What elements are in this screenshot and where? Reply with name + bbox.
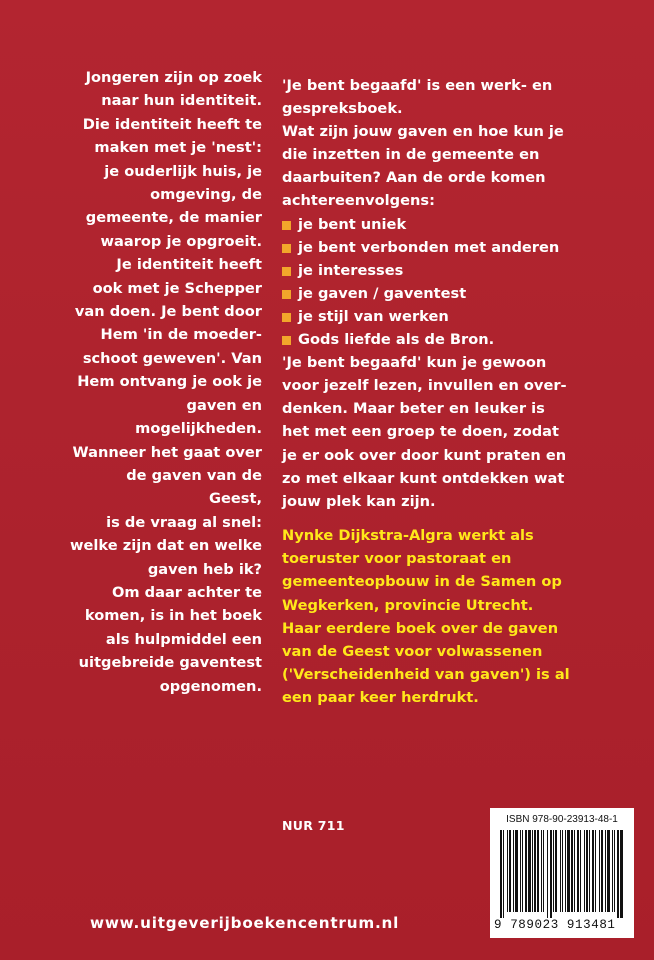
outro-line: het met een groep te doen, zodat xyxy=(282,423,559,441)
author-line: ('Verscheidenheid van gaven') is al xyxy=(282,666,570,684)
barcode-bar xyxy=(513,830,514,912)
left-line: Die identiteit heeft te xyxy=(82,115,262,133)
barcode-bar xyxy=(528,830,531,912)
barcode-bar xyxy=(612,830,613,912)
intro-line: die inzetten in de gemeente en xyxy=(282,146,540,164)
barcode-bar xyxy=(617,830,619,918)
barcode-bar xyxy=(520,830,521,912)
barcode-bar xyxy=(547,830,548,918)
bullet-square-icon xyxy=(282,267,291,276)
left-line: ook met je Schepper xyxy=(92,279,262,297)
author-line: Wegkerken, provincie Utrecht. xyxy=(282,596,534,614)
outro-line: jouw plek kan zijn. xyxy=(282,492,436,510)
barcode-bar xyxy=(580,830,581,912)
right-column-text xyxy=(282,74,582,513)
left-line: omgeving, de xyxy=(150,186,262,204)
barcode-bar xyxy=(614,830,615,912)
intro-line: gespreksboek. xyxy=(282,100,403,118)
left-line: Jongeren zijn op zoek xyxy=(85,69,262,86)
bullet-square-icon xyxy=(282,244,291,253)
left-line: van doen. Je bent door xyxy=(74,303,262,321)
barcode-bar xyxy=(560,830,561,912)
left-line: schoot geweven'. Van xyxy=(82,349,262,367)
left-line: Om daar achter te xyxy=(111,583,262,601)
barcode-bar xyxy=(500,830,502,918)
left-line: gemeente, de manier xyxy=(85,209,262,227)
left-line: gaven heb ik? xyxy=(147,560,262,578)
outro-line: je er ook over door kunt praten en xyxy=(282,446,567,464)
topic-list-item xyxy=(282,259,582,282)
intro-line: achtereenvolgens: xyxy=(282,192,435,210)
barcode-bar xyxy=(509,830,511,912)
topic-list-item xyxy=(282,213,582,236)
topic-label: je bent uniek xyxy=(298,215,407,233)
topic-label: je interesses xyxy=(298,261,404,279)
outro-line: zo met elkaar kunt ontdekken wat xyxy=(282,469,565,487)
barcode-bar xyxy=(605,830,606,912)
barcode-bar xyxy=(507,830,508,912)
intro-line: Wat zijn jouw gaven en hoe kun je xyxy=(282,123,564,141)
barcode-bar xyxy=(592,830,594,912)
left-line: waarop je opgroeit. xyxy=(100,232,262,250)
bullet-square-icon xyxy=(282,290,291,299)
author-bio xyxy=(282,524,572,710)
topic-label: je gaven / gaventest xyxy=(298,284,467,302)
barcode-bar xyxy=(589,830,590,912)
barcode-bar xyxy=(595,830,596,912)
publisher-website: www.uitgeverijboekencentrum.nl xyxy=(90,914,400,932)
author-line: een paar keer herdrukt. xyxy=(282,689,479,707)
barcode-bar xyxy=(599,830,600,912)
left-line: is de vraag al snel: xyxy=(106,513,262,531)
barcode-bars xyxy=(498,830,626,918)
barcode-bar xyxy=(525,830,527,912)
topic-list-item xyxy=(282,236,582,259)
bullet-square-icon xyxy=(282,336,291,345)
topic-label: je stijl van werken xyxy=(298,307,449,325)
left-line: gaven en mogelijkheden. xyxy=(135,396,262,438)
topic-list xyxy=(282,213,582,352)
bullet-square-icon xyxy=(282,313,291,322)
author-line: van de Geest voor volwassenen xyxy=(282,643,543,661)
outro-line: denken. Maar beter en leuker is xyxy=(282,400,545,418)
barcode-bar xyxy=(620,830,623,918)
barcode-bar xyxy=(541,830,542,912)
outro-line: voor jezelf lezen, invullen en over- xyxy=(282,377,567,395)
left-line: Hem 'in de moeder- xyxy=(100,326,262,344)
barcode-bar xyxy=(562,830,563,912)
topic-list-item xyxy=(282,328,582,351)
barcode-bar xyxy=(586,830,588,912)
barcode-bar xyxy=(555,830,557,912)
barcode-bar xyxy=(565,830,566,912)
left-line: uitgebreide gaventest xyxy=(78,654,262,672)
topic-label: Gods liefde als de Bron. xyxy=(298,331,495,349)
barcode-bar xyxy=(571,830,573,912)
barcode-bar xyxy=(574,830,575,912)
left-line: Hem ontvang je ook je xyxy=(77,373,262,391)
barcode-bar xyxy=(503,830,504,918)
left-column-text xyxy=(70,66,262,698)
ean-digits: 9 789023 913481 xyxy=(494,918,616,932)
nur-code: NUR 711 xyxy=(282,818,345,833)
intro-line: 'Je bent begaafd' is een werk- en xyxy=(282,77,553,94)
left-line: naar hun identiteit. xyxy=(101,92,262,110)
left-line: opgenomen. xyxy=(159,677,262,695)
barcode-bar xyxy=(553,830,554,912)
outro-line: 'Je bent begaafd' kun je gewoon xyxy=(282,354,547,372)
barcode-bar xyxy=(515,830,518,912)
isbn-barcode xyxy=(490,808,634,938)
barcode-bar xyxy=(577,830,579,912)
isbn-label: ISBN 978-90-23913-48-1 xyxy=(506,814,618,825)
author-line: Haar eerdere boek over de gaven xyxy=(282,619,559,637)
barcode-bar xyxy=(607,830,610,912)
author-line: Nynke Dijkstra-Algra werkt als xyxy=(282,527,534,544)
left-line: je ouderlijk huis, je xyxy=(104,162,262,180)
barcode-bar xyxy=(543,830,544,912)
barcode-bar xyxy=(537,830,539,912)
left-line: welke zijn dat en welke xyxy=(70,537,262,555)
barcode-bar xyxy=(584,830,585,912)
left-line: als hulpmiddel een xyxy=(105,630,262,648)
left-line: komen, is in het boek xyxy=(84,607,262,625)
barcode-bar xyxy=(567,830,570,912)
barcode-bar xyxy=(522,830,523,912)
topic-list-item xyxy=(282,282,582,305)
left-line: Wanneer het gaat over xyxy=(72,443,262,461)
barcode-bar xyxy=(532,830,533,912)
topic-label: je bent verbonden met anderen xyxy=(298,238,560,256)
left-line: de gaven van de Geest, xyxy=(126,466,262,508)
bullet-square-icon xyxy=(282,221,291,230)
intro-line: daarbuiten? Aan de orde komen xyxy=(282,169,546,187)
author-line: gemeenteopbouw in de Samen op xyxy=(282,573,562,591)
left-line: maken met je 'nest': xyxy=(94,139,262,157)
barcode-bar xyxy=(534,830,536,912)
topic-list-item xyxy=(282,305,582,328)
barcode-bar xyxy=(601,830,603,912)
left-line: Je identiteit heeft xyxy=(116,256,262,274)
author-line: toeruster voor pastoraat en xyxy=(282,550,512,568)
barcode-bar xyxy=(550,830,552,918)
